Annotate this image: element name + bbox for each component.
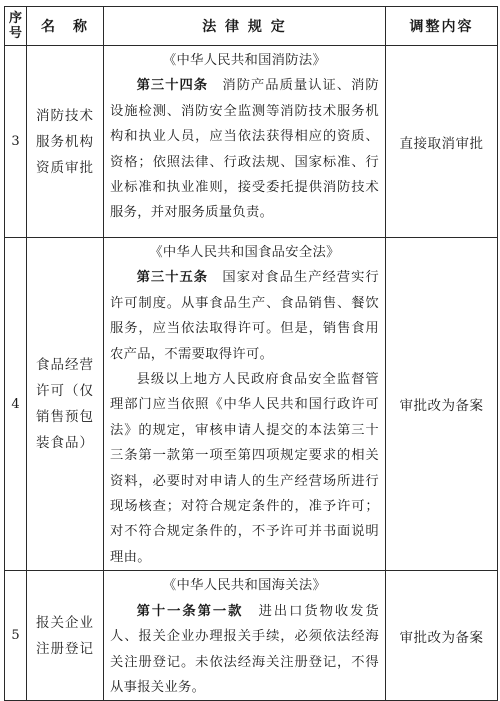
item-name-line: 资质审批	[36, 159, 94, 176]
law-paragraph	[110, 599, 379, 701]
item-name-line: 许可（仅	[36, 383, 94, 400]
law-provision	[104, 46, 386, 238]
law-paragraph	[110, 265, 379, 367]
item-name-line: 服务机构	[36, 133, 94, 150]
table-header-row	[5, 7, 498, 46]
item-name-line: 报关企业	[36, 614, 94, 631]
row-number: 4	[5, 238, 27, 571]
law-paragraph	[110, 73, 379, 225]
header-serial-char-1: 序	[8, 11, 22, 26]
item-name-line: 注册登记	[36, 640, 94, 657]
item-name-line: 消防技术	[36, 107, 94, 124]
article-number: 第三十五条	[136, 270, 209, 286]
row-number: 3	[5, 46, 27, 238]
law-title: 《中华人民共和国海关法》	[162, 578, 327, 594]
row-number: 5	[5, 571, 27, 701]
table-row	[5, 46, 498, 238]
law-title: 《中华人民共和国食品安全法》	[149, 245, 340, 260]
item-name	[27, 46, 104, 238]
item-name	[27, 571, 104, 701]
law-provision	[104, 238, 386, 571]
adjustment-content: 审批改为备案	[386, 571, 498, 701]
table-row	[5, 571, 498, 701]
regulation-table	[4, 6, 498, 701]
item-name	[27, 238, 104, 571]
table-row	[5, 238, 498, 571]
adjustment-content: 审批改为备案	[386, 238, 498, 571]
header-name: 名 称	[27, 7, 104, 46]
article-text: 消防产品质量认证、消防设施检测、消防安全监测等消防技术服务机构和执业人员，应当依法获得相应的资质、资格；依照法律、行政法规、国家标准、行业标准和执业准则，接受委托提供消防技术服务，并对服务质量负责。	[110, 78, 379, 221]
header-law: 法 律 规 定	[104, 7, 386, 46]
article-text: 进出口货物收发货人、报关企业办理报关手续，必须依法经海关注册登记。未依法经海关注册登记，不得从事报关业务。	[110, 603, 379, 695]
law-paragraph	[110, 367, 379, 570]
article-number: 第三十四条	[136, 78, 209, 94]
header-adjustment: 调整内容	[386, 7, 498, 46]
header-serial-char-2: 号	[8, 26, 22, 41]
article-text: 县级以上地方人民政府食品安全监督管理部门应当依照《中华人民共和国行政许可法》的规定，审核申请人提交的本法第三十三条第一款第一项至第四项规定要求的相关资料，必要时对申请人的生产经营场所进行现场核查；对符合规定条件的，准予许可；对不符合规定条件的，不予许可并书面说明理由。	[110, 372, 379, 565]
item-name-line: 装食品）	[36, 435, 94, 452]
article-number: 第十一条第一款	[136, 603, 244, 619]
item-name-line: 销售预包	[36, 409, 94, 426]
law-title: 《中华人民共和国消防法》	[162, 53, 327, 68]
adjustment-content: 直接取消审批	[386, 46, 498, 238]
article-text: 国家对食品生产经营实行许可制度。从事食品生产、食品销售、餐饮服务，应当依法取得许可。但是，销售食用农产品，不需要取得许可。	[110, 270, 379, 362]
item-name-line: 食品经营	[36, 357, 94, 374]
header-serial-number	[5, 7, 27, 46]
law-provision	[104, 571, 386, 701]
